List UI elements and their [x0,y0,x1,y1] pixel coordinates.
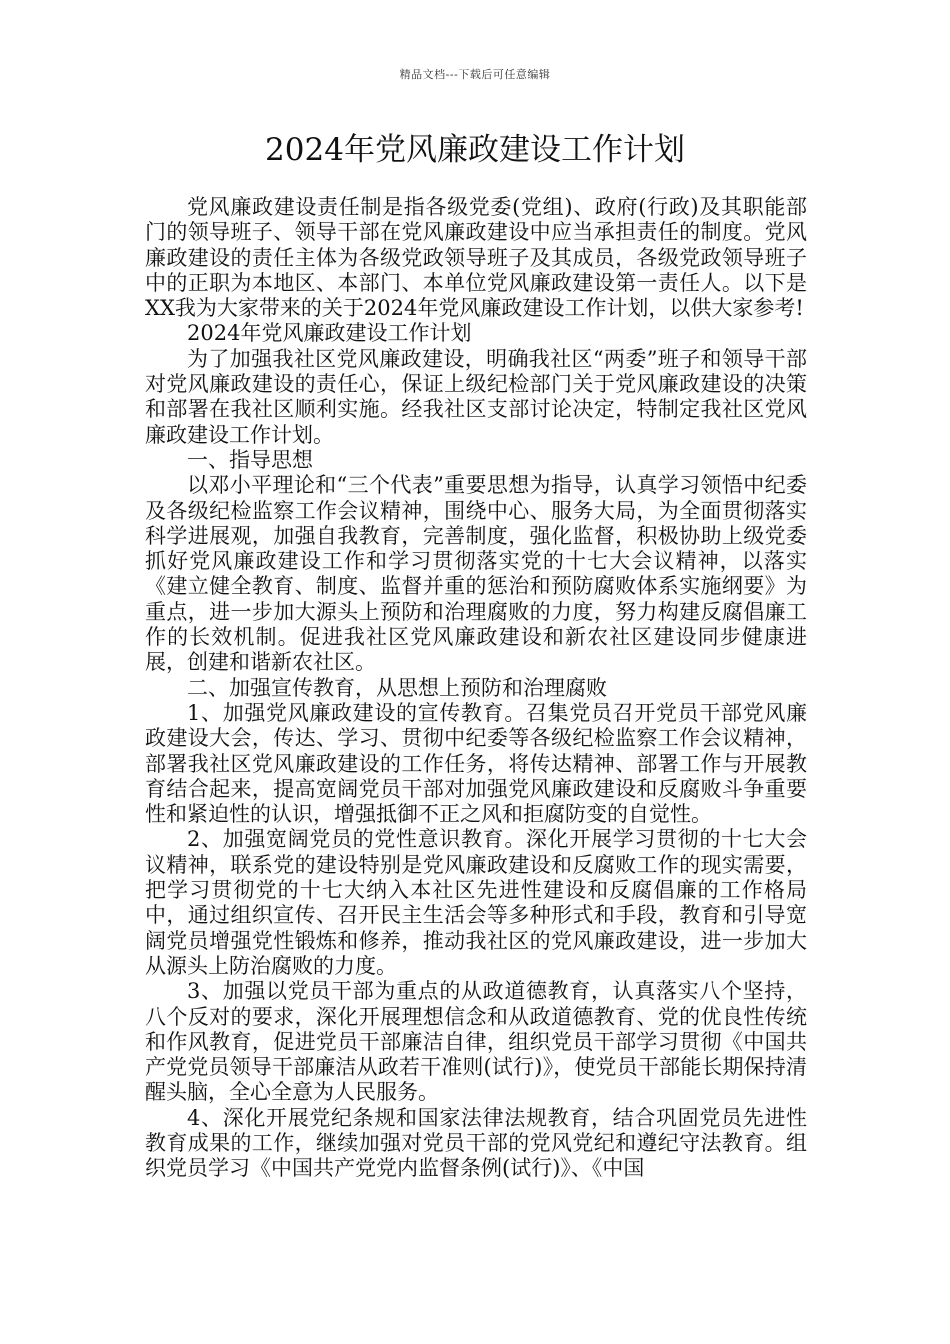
guiding-ideology-paragraph: 以邓小平理论和“三个代表”重要思想为指导，认真学习领悟中纪委及各级纪检监察工作会议精神，围绕中心、服务大局，为全面贯彻落实科学进展观，加强自我教育，完善制度，强化监督，积极协助上级党委抓好党风廉政建设工作和学习贯彻落实党的十七大会议精神，以落实《建立健全教育、制度、监督并重的惩治和预防腐败体系实施纲要》为重点，进一步加大源头上预防和治理腐败的力度，努力构建反腐倡廉工作的长效机制。促进我社区党风廉政建设和新农社区建设同步健康进展，创建和谐新农社区。 [145,473,807,675]
section-heading-guiding-ideology: 一、指导思想 [187,447,313,472]
intro-paragraph: 党风廉政建设责任制是指各级党委(党组)、政府(行政)及其职能部门的领导班子、领导干部在党风廉政建设中应当承担责任的制度。党风廉政建设的责任主体为各级党政领导班子及其成员，各级党政领导班子中的正职为本地区、本部门、本单位党风廉政建设第一责任人。以下是XX我为大家带来的关于2024年党风廉政建设工作计划，以供大家参考! [145,195,807,321]
education-item-3: 3、加强以党员干部为重点的从政道德教育，认真落实八个坚持，八个反对的要求，深化开展理想信念和从政道德教育、党的优良性传统和作风教育，促进党员干部廉洁自律，组织党员干部学习贯彻《中国共产党党员领导干部廉洁从政若干准则(试行)》，使党员干部能长期保持清醒头脑，全心全意为人民服务。 [145,979,807,1105]
section-heading-education: 二、加强宣传教育，从思想上预防和治理腐败 [187,675,607,700]
document-body [145,195,807,1182]
education-item-1: 1、加强党风廉政建设的宣传教育。召集党员召开党员干部党风廉政建设大会，传达、学习、贯彻中纪委等各级纪检监察工作会议精神，部署我社区党风廉政建设的工作任务，将传达精神、部署工作与开展教育结合起来，提高宽阔党员干部对加强党风廉政建设和反腐败斗争重要性和紧迫性的认识，增强抵御不正之风和拒腐防变的自觉性。 [145,700,807,827]
education-item-4: 4、深化开展党纪条规和国家法律法规教育，结合巩固党员先进性教育成果的工作，继续加强对党员干部的党风党纪和遵纪守法教育。组织党员学习《中国共产党党内监督条例(试行)》、《中国 [145,1105,807,1181]
document-header-note: 精品文档---下载后可任意编辑 [399,68,551,81]
education-item-2: 2、加强宽阔党员的党性意识教育。深化开展学习贯彻的十七大会议精神，联系党的建设特别是党风廉政建设和反腐败工作的现实需要，把学习贯彻党的十七大纳入本社区先进性建设和反腐倡廉的工作格局中，通过组织宣传、召开民主生活会等多种形式和手段，教育和引导宽阔党员增强党性锻炼和修养，推动我社区的党风廉政建设，进一步加大从源头上防治腐败的力度。 [145,827,807,978]
document-title: 2024年党风廉政建设工作计划 [265,132,685,168]
plan-subtitle: 2024年党风廉政建设工作计划 [187,321,472,346]
purpose-paragraph: 为了加强我社区党风廉政建设，明确我社区“两委”班子和领导干部对党风廉政建设的责任心，保证上级纪检部门关于党风廉政建设的决策和部署在我社区顺利实施。经我社区支部讨论决定，特制定我社区党风廉政建设工作计划。 [145,346,807,447]
